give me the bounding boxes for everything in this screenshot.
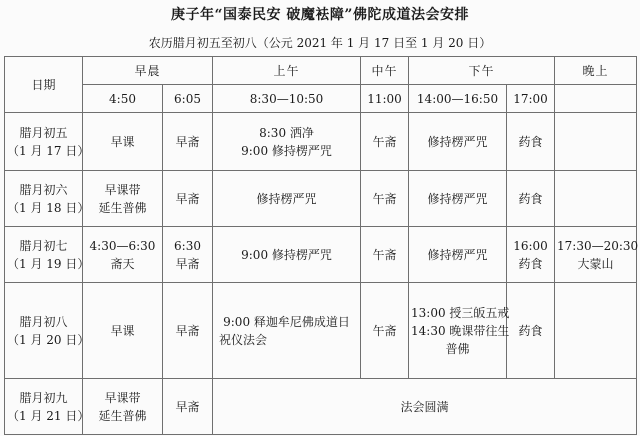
date-solar: （1 月 18 日） [7, 200, 90, 215]
closing-cell [213, 379, 637, 435]
activity-cell [361, 283, 409, 379]
activity-text: 午斋 [372, 323, 397, 338]
date-solar: （1 月 19 日） [7, 256, 90, 271]
activity-text: 16:00 [513, 238, 548, 253]
activity-text: 早课 [110, 323, 135, 338]
activity-text: 9:00 修持楞严咒 [241, 247, 332, 262]
date-header: 日期 [5, 57, 83, 113]
empty-cell [555, 171, 637, 227]
time-header: 17:00 [507, 85, 555, 113]
time-header: 6:05 [163, 85, 213, 113]
activity-text: 修持楞严咒 [427, 191, 488, 206]
date-solar: （1 月 21 日） [7, 408, 90, 423]
date-solar: （1 月 17 日） [7, 143, 90, 158]
date-lunar: 腊月初七 [19, 238, 68, 253]
activity-text: 午斋 [372, 134, 397, 149]
activity-text: 早课 [110, 134, 135, 149]
activity-cell [83, 283, 163, 379]
activity-text: 6:30 [174, 238, 201, 253]
table-row [5, 113, 637, 171]
date-cell [5, 171, 90, 227]
document-title: 庚子年“国泰民安 破魔袪障”佛陀成道法会安排 [171, 7, 469, 23]
activity-text: 祝仪法会 [219, 332, 268, 347]
activity-cell [409, 227, 507, 283]
date-cell [5, 113, 90, 171]
section-header-afternoon: 下午 [409, 57, 555, 85]
activity-cell [361, 171, 409, 227]
activity-cell [409, 113, 507, 171]
date-lunar: 腊月初六 [19, 182, 68, 197]
activity-text: 9:00 修持楞严咒 [241, 143, 332, 158]
time-header: 11:00 [361, 85, 409, 113]
activity-text: 早课带 [104, 390, 141, 405]
activity-text: 药食 [518, 191, 543, 206]
date-cell [5, 379, 90, 435]
activity-cell [409, 283, 510, 379]
activity-text: 4:30—6:30 [89, 238, 156, 253]
activity-text: 午斋 [372, 191, 397, 206]
time-header-empty [555, 85, 637, 113]
activity-cell [213, 283, 361, 379]
header-row-times [5, 85, 637, 113]
date-solar: （1 月 20 日） [7, 332, 90, 347]
activity-text: 延生普佛 [98, 200, 147, 215]
activity-cell [555, 227, 637, 283]
schedule-table [4, 56, 637, 435]
activity-text: 午斋 [372, 247, 397, 262]
activity-cell [163, 283, 213, 379]
activity-cell [83, 227, 163, 283]
activity-text: 大蒙山 [577, 256, 614, 271]
date-cell [5, 283, 90, 379]
activity-cell [213, 171, 361, 227]
activity-text: 早斋 [175, 323, 200, 338]
activity-text: 修持楞严咒 [427, 247, 488, 262]
date-lunar: 腊月初五 [19, 125, 68, 140]
empty-cell [555, 113, 637, 171]
activity-cell [163, 227, 213, 283]
activity-cell [507, 113, 555, 171]
activity-text: 早斋 [175, 256, 200, 271]
activity-cell [507, 171, 555, 227]
time-header: 4:50 [83, 85, 163, 113]
activity-text: 17:30—20:30 [557, 238, 639, 253]
activity-cell [163, 113, 213, 171]
section-header-noon: 中午 [361, 57, 409, 85]
activity-text: 药食 [518, 134, 543, 149]
activity-text: 8:30 洒净 [259, 125, 314, 140]
header-row-sections [5, 57, 637, 85]
activity-cell [409, 171, 507, 227]
activity-text: 斋天 [110, 256, 135, 271]
activity-cell [163, 379, 213, 435]
activity-text: 药食 [518, 256, 543, 271]
document-subtitle: 农历腊月初五至初八（公元 2021 年 1 月 17 日至 1 月 20 日） [148, 36, 492, 50]
section-header-morning: 上午 [213, 57, 361, 85]
activity-cell [213, 113, 361, 171]
activity-text: 9:00 释迦牟尼佛成道日 [223, 314, 350, 329]
activity-cell [507, 227, 555, 283]
activity-text: 14:30 晚课带往生 [411, 323, 510, 338]
activity-cell [83, 171, 163, 227]
table-row [5, 171, 637, 227]
date-cell [5, 227, 90, 283]
section-header-early: 早晨 [83, 57, 213, 85]
closing-text: 法会圆满 [400, 399, 449, 414]
activity-text: 早斋 [175, 399, 200, 414]
activity-text: 延生普佛 [98, 408, 147, 423]
activity-text: 修持楞严咒 [427, 134, 488, 149]
table-row [5, 283, 637, 379]
activity-cell [361, 227, 409, 283]
time-header: 8:30—10:50 [213, 85, 361, 113]
table-row [5, 227, 637, 283]
activity-text: 早斋 [175, 191, 200, 206]
activity-text: 13:00 授三皈五戒 [411, 305, 510, 320]
table-row [5, 379, 637, 435]
activity-cell [361, 113, 409, 171]
section-header-evening: 晚上 [555, 57, 637, 85]
activity-cell [507, 283, 555, 379]
activity-cell [163, 171, 213, 227]
activity-text: 药食 [518, 323, 543, 338]
date-lunar: 腊月初九 [19, 390, 68, 405]
activity-text: 修持楞严咒 [256, 191, 317, 206]
activity-text: 普佛 [445, 341, 470, 356]
date-lunar: 腊月初八 [19, 314, 68, 329]
activity-text: 早斋 [175, 134, 200, 149]
time-header: 14:00—16:50 [409, 85, 507, 113]
activity-cell [83, 379, 163, 435]
empty-cell [555, 283, 637, 379]
activity-cell [83, 113, 163, 171]
activity-text: 早课带 [104, 182, 141, 197]
activity-cell [213, 227, 361, 283]
